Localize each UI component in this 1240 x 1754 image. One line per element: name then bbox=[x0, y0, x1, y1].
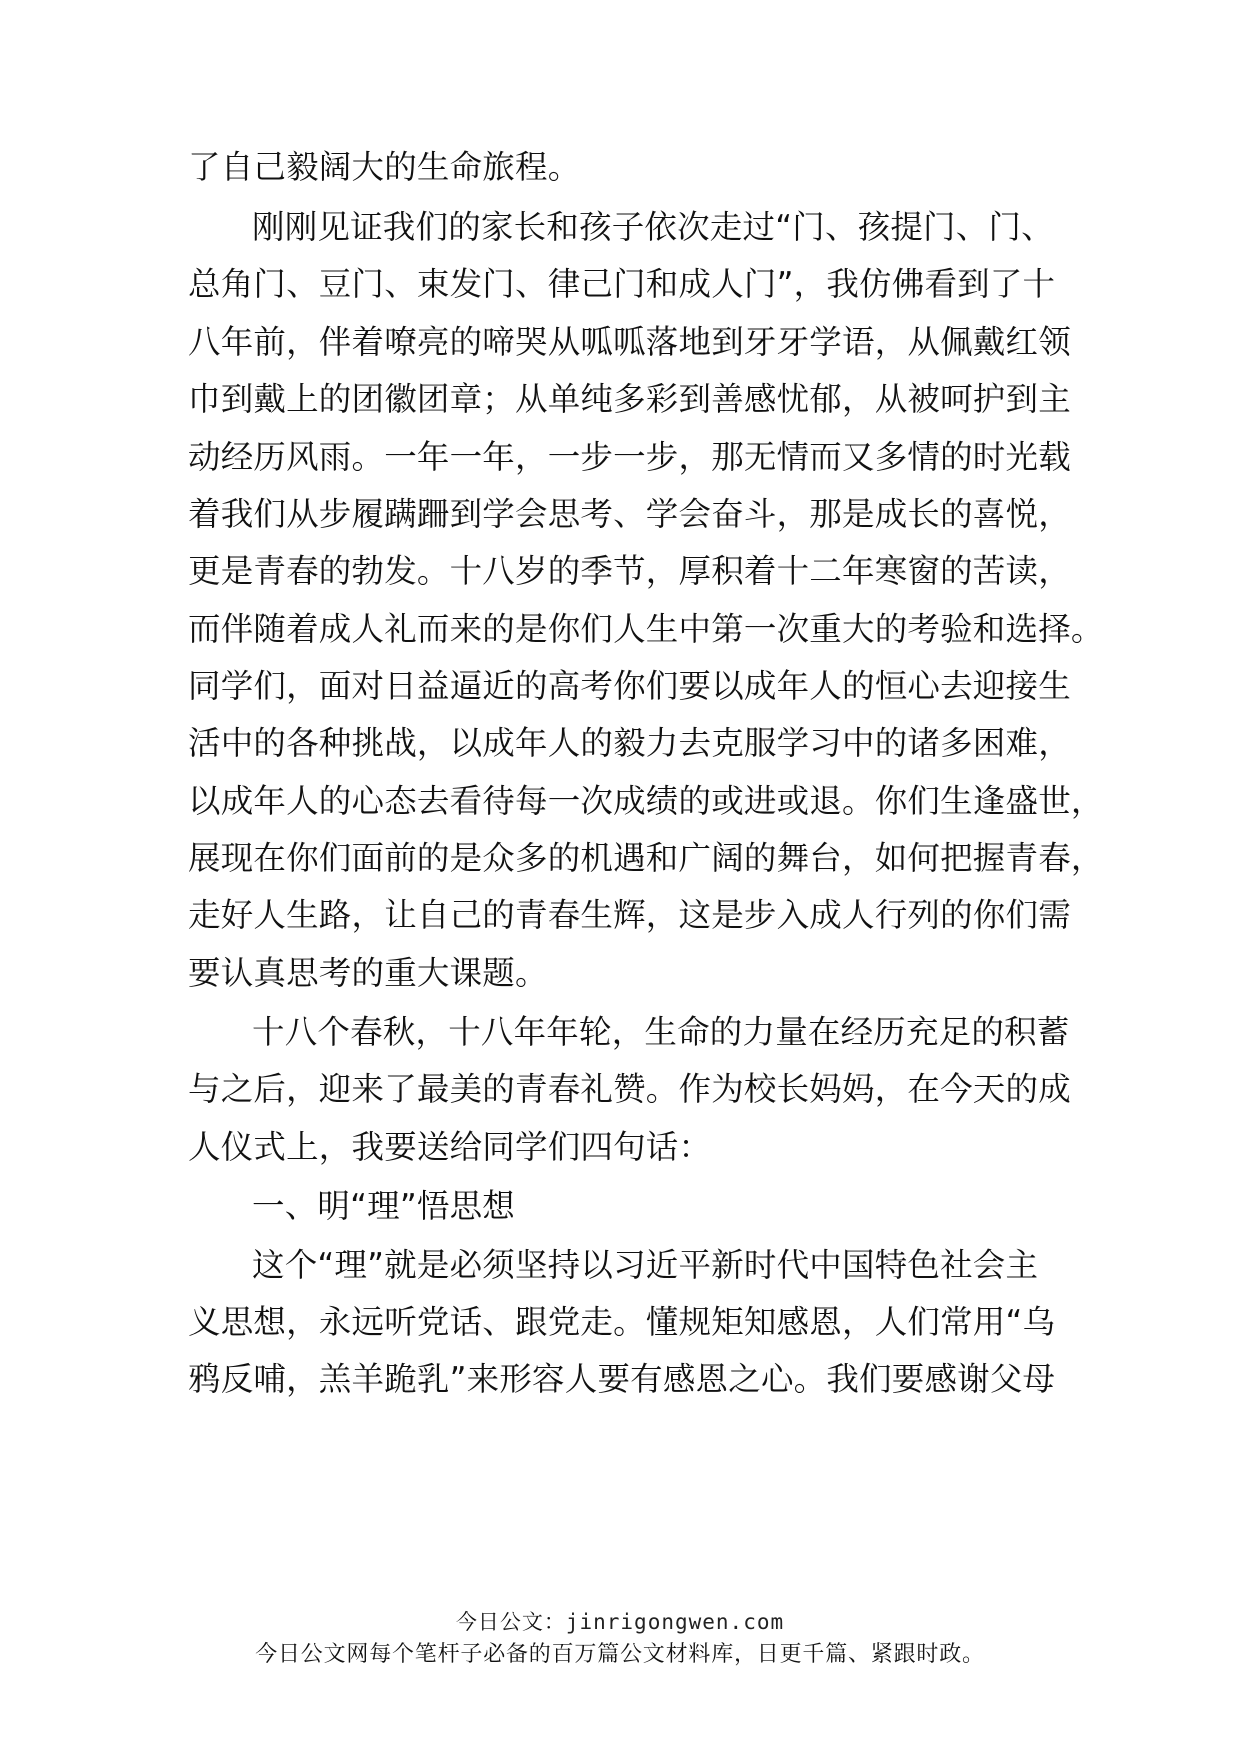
text-line: 了自己毅阔大的生命旅程。 bbox=[188, 148, 581, 186]
footer-label: 今日公文： bbox=[455, 1610, 566, 1634]
text-line: 与之后，迎来了最美的青春礼赞。作为校长妈妈，在今天的成 bbox=[188, 1070, 1071, 1108]
text-line: 总角门、豆门、束发门、律己门和成人门”，我仿佛看到了十 bbox=[188, 265, 1056, 303]
text-line: 同学们，面对日益逼近的高考你们要以成年人的恒心去迎接生 bbox=[188, 667, 1071, 705]
text-line: 更是青春的勃发。十八岁的季节，厚积着十二年寒窗的苦读， bbox=[188, 552, 1071, 590]
text-line: 刚刚见证我们的家长和孩子依次走过“门、孩提门、门、 bbox=[252, 208, 1054, 246]
text-line: 八年前，伴着嘹亮的啼哭从呱呱落地到牙牙学语，从佩戴红领 bbox=[188, 323, 1071, 361]
text-line: 动经历风雨。一年一年，一步一步，那无情而又多情的时光载 bbox=[188, 438, 1071, 476]
text-line: 走好人生路，让自己的青春生辉，这是步入成人行列的你们需 bbox=[188, 896, 1071, 934]
footer-source bbox=[0, 1606, 1240, 1638]
text-line: 十八个春秋，十八年年轮，生命的力量在经历充足的积蓄 bbox=[252, 1013, 1070, 1051]
text-line: 这个“理”就是必须坚持以习近平新时代中国特色社会主 bbox=[252, 1246, 1039, 1284]
text-line: 以成年人的心态去看待每一次成绩的或进或退。你们生逢盛世， bbox=[188, 782, 1104, 820]
text-line: 要认真思考的重大课题。 bbox=[188, 954, 548, 992]
text-line: 着我们从步履蹒跚到学会思考、学会奋斗，那是成长的喜悦， bbox=[188, 495, 1071, 533]
text-line: 鸦反哺，羔羊跪乳”来形容人要有感恩之心。我们要感谢父母 bbox=[188, 1360, 1056, 1398]
text-line: 巾到戴上的团徽团章；从单纯多彩到善感忧郁，从被呵护到主 bbox=[188, 380, 1071, 418]
text-line: 人仪式上，我要送给同学们四句话： bbox=[188, 1128, 712, 1166]
text-line: 活中的各种挑战，以成年人的毅力去克服学习中的诸多困难， bbox=[188, 724, 1071, 762]
text-line: 义思想，永远听党话、跟党走。懂规矩知感恩，人们常用“乌 bbox=[188, 1303, 1056, 1341]
text-line: 展现在你们面前的是众多的机遇和广阔的舞台，如何把握青春， bbox=[188, 839, 1104, 877]
text-line: 而伴随着成人礼而来的是你们人生中第一次重大的考验和选择。 bbox=[188, 610, 1104, 648]
section-heading: 一、明“理”悟思想 bbox=[252, 1187, 515, 1225]
footer-slogan: 今日公文网每个笔杆子必备的百万篇公文材料库，日更千篇、紧跟时政。 bbox=[255, 1642, 985, 1667]
footer-site-link[interactable]: jinrigongwen.com bbox=[565, 1610, 785, 1634]
